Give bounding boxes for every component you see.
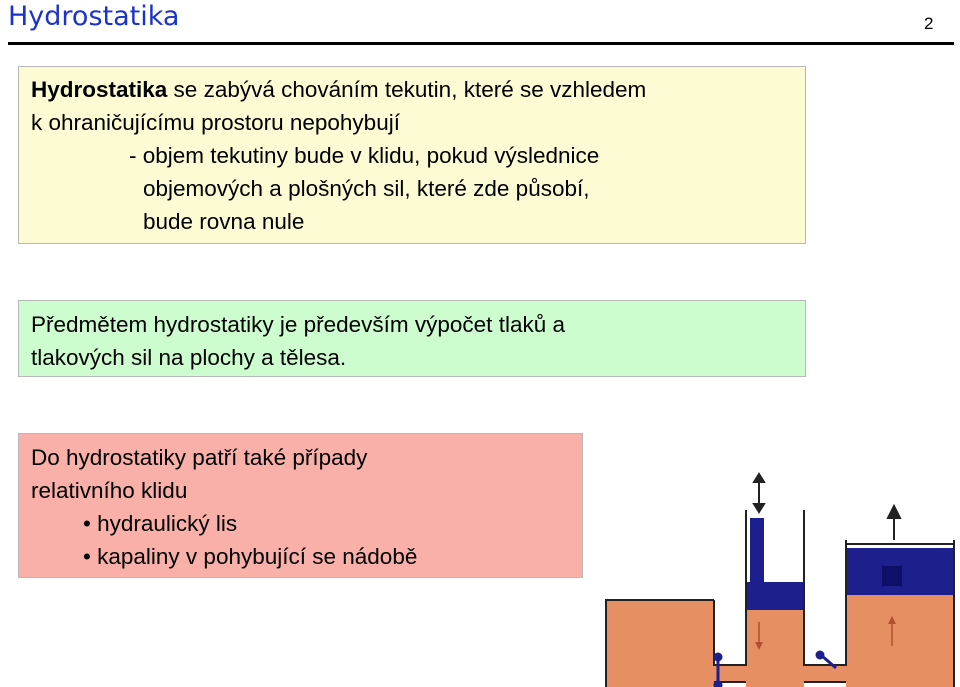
slide-title: Hydrostatika <box>8 1 180 32</box>
large-piston <box>846 544 954 595</box>
intro-line-1-rest: se zabývá chováním tekutin, které se vzhledem <box>167 77 647 102</box>
intro-line-4: objemových a plošných sil, které zde působí, <box>143 176 590 201</box>
title-divider <box>8 42 954 45</box>
bullet-hydraulic-press: • hydraulický lis <box>83 511 238 536</box>
small-piston <box>747 518 803 610</box>
hydraulic-press-diagram <box>600 470 960 687</box>
relative-line-1: Do hydrostatiky patří také případy <box>31 445 368 470</box>
intro-line-3: - objem tekutiny bude v klidu, pokud výslednice <box>129 143 600 168</box>
intro-line-5: bude rovna nule <box>143 209 305 234</box>
subject-line-2: tlakových sil na plochy a tělesa. <box>31 345 347 370</box>
intro-box <box>18 66 806 244</box>
intro-term: Hydrostatika <box>31 77 168 102</box>
intro-line-1 <box>31 73 805 106</box>
subject-box <box>18 300 806 377</box>
subject-line-1: Předmětem hydrostatiky je především výpočet tlaků a <box>31 312 565 337</box>
page-number: 2 <box>924 14 934 33</box>
intro-line-2: k ohraničujícímu prostoru nepohybují <box>31 110 400 135</box>
relative-rest-box <box>18 433 583 578</box>
relative-line-2: relativního klidu <box>31 478 188 503</box>
bullet-moving-vessel: • kapaliny v pohybující se nádobě <box>83 544 418 569</box>
